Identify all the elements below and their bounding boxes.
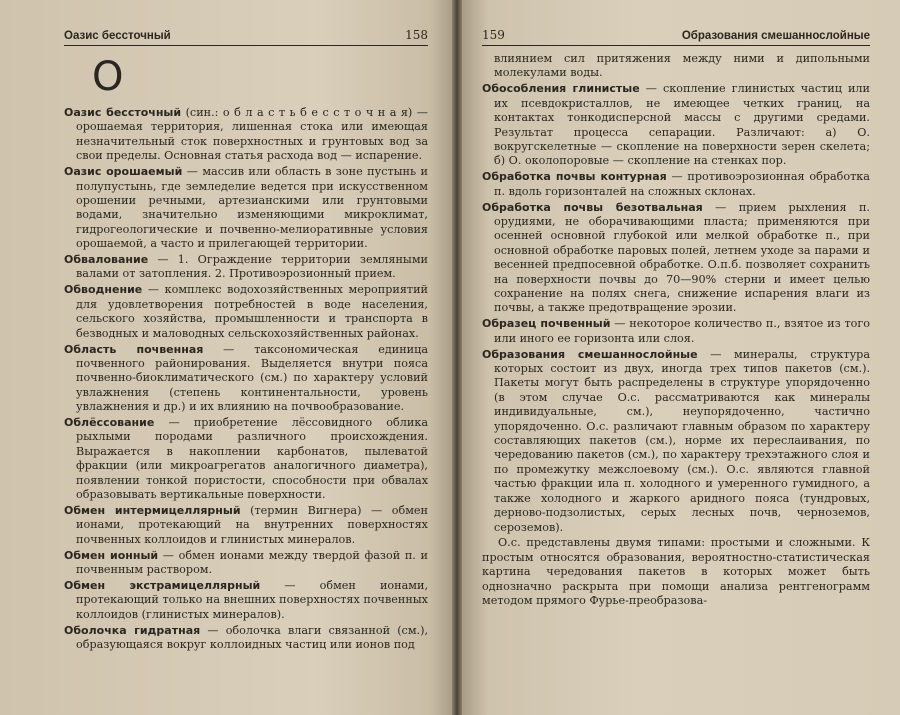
left-header-title: Оазис бессточный [64,30,171,42]
right-running-head [482,28,870,46]
entry-body: — 1. Ограждение территории земляными валами от затопления. 2. Противоэрозионный прием. [76,253,428,281]
dictionary-entry [482,348,870,535]
right-page-number: 159 [482,28,505,42]
dictionary-entry [64,549,428,578]
paragraph-text: О.с. представлены двумя типами: простыми и сложными. К простым относятся образования, вероятностно-статистическая картина чередования пакетов в которых может быть однозначно раскрыта при помощи анализа рентгенограмм методом прямого Фурье-преобразова- [482,536,870,608]
entry-body: — минералы, структура которых состоит из двух, иногда трех типов пакетов (см.). Пакеты могут быть распределены в структуре упорядоченно (в этом случае О.с. рассматриваются как минералы индивидуальные, см.), неупорядоченно, частично упорядоченно. О.с. различают главным образом по характеру составляющих пакетов (см.), норме их переслаивания, по чередованию пакетов (см.), по характеру трехэтажного слоя и по промежутку межслоевому (см.). О.с. являются главной частью фракции ила п. холодного и умеренного гумидного, а также холодного и жаркого аридного пояса (тундровых, дерново-подзолистых, серых лесных почв, черноземов, сероземов). [494,347,870,534]
entry-body: — противоэрозионная обработка п. вдоль горизонталей на сложных склонах. [494,170,870,198]
dictionary-entry [64,253,428,282]
right-header-title: Образования смешаннослойные [681,30,870,42]
entry-term: Обработка почвы контурная [482,170,667,184]
entry-term: Обводнение [64,283,143,297]
entry-body: — скопление глинистых частиц или их псевдокристаллов, не имеющее четких границ, на контактах тонкодисперсной массы с другими средами. Результат процесса сепарации. Различают: а) О. вокругскелетные — скопление на поверхности зерен скелета; б) О. околопоровые — скопление на стенках пор. [494,82,871,168]
entry-body: — комплекс водохозяйственных мероприятий для удовлетворения потребностей в воде населения, сельского хозяйства, промышленности и транспорта в безводных и маловодных сельскохозяйственных районах. [76,283,428,340]
entry-term: Обособления глинистые [482,82,640,96]
entry-body: (термин Вигнера) — обмен ионами, протекающий на внутренних поверхностях почвенных коллоидов и глинистых минералов. [76,503,428,546]
entry-term: Облёссование [64,416,155,430]
section-letter: О [92,54,124,100]
right-entries [482,82,870,535]
dictionary-entry [64,416,428,502]
entry-body: — некоторое количество п., взятое из того или иного ее горизонта или слоя. [494,317,871,345]
entry-body: — обмен ионами, протекающий только на внешних поверхностях почвенных коллоидов (глинистых минералов). [76,579,428,621]
dictionary-entry [482,317,870,346]
entry-term: Обмен ионный [64,548,159,562]
dictionary-entry [482,82,870,168]
dictionary-entry [482,170,870,199]
entry-term: Образец почвенный [482,317,611,331]
dictionary-entry [64,624,428,653]
dictionary-entry [64,283,428,341]
left-running-head [64,28,428,46]
entry-term: Оазис орошаемый [64,165,183,179]
entry-term: Обмен экстрамицеллярный [64,579,261,592]
entry-term: Оазис бессточный [64,106,182,119]
entry-body: (син.: о б л а с т ь б е с с т о ч н а я) — орошаемая территория, лишенная стока или имеющая незначительный сток поверхностных и грунтовых вод за свои пределы. Основная статья расхода вод — испарение. [76,106,428,163]
dictionary-entry [64,106,428,164]
left-entries [64,106,428,653]
entry-term: Обмен интермицеллярный [64,503,241,517]
entry-body: — оболочка влаги связанной (см.), образующаяся вокруг коллоидных частиц или ионов под [76,623,428,652]
dictionary-entry [64,579,428,622]
dictionary-entry [64,504,428,547]
entry-body: — массив или область в зоне пустынь и полупустынь, где земледелие ведется при искусственном орошении речными, артезианскими или грунтовыми водами, значительно изменяющими микроклимат, гидрогеологические и почвенно-мелиоративные условия орошаемой, а часто и прилегающей территории. [76,165,428,251]
left-page-number: 158 [405,28,428,42]
entry-body: — прием рыхления п. орудиями, не оборачивающими пласта; применяются при осенней основной глубокой или мелкой обработке п., при основной обработке паровых полей, летнем уходе за парами и весенней предпосевной обработке. О.п.б. позволяет сохранить на поверхности почвы до 70—90% стерни и имеет целью сохранение на полях снега, снижение испарения влаги из почвы, а также предотвращение эрозии. [494,200,870,315]
entry-body: — таксономическая единица почвенного районирования. Выделяется внутри пояса почвенно-биоклиматического (см.) по характеру условий увлажнения (степень континентальности, уровень увлажнения и др.) и их влиянию на почвообразование. [76,342,428,414]
continuation-text: влиянием сил притяжения между ними и дипольными молекулами воды. [494,52,870,80]
entry-term: Обработка почвы безотвальная [482,200,703,214]
book-gutter [452,0,462,715]
entry-term: Оболочка гидратная [64,623,201,637]
entry-term: Обвалование [64,253,149,267]
dictionary-entry [482,201,870,316]
entry-body: — обмен ионами между твердой фазой п. и почвенным раствором. [76,548,428,577]
entry-body: — приобретение лёссовидного облика рыхлыми породами различного происхождения. Выражается в накоплении карбонатов, пылеватой фракции (или микроагрегатов аналогичного диаметра), появлении тонкой пористости, способности при обвалах образовывать вертикальные поверхности. [76,416,428,502]
dictionary-entry [64,165,428,251]
right-page [462,0,900,715]
entry-term: Образования смешаннослойные [482,347,698,361]
dictionary-entry [64,343,428,415]
entry-term: Область почвенная [64,342,204,356]
